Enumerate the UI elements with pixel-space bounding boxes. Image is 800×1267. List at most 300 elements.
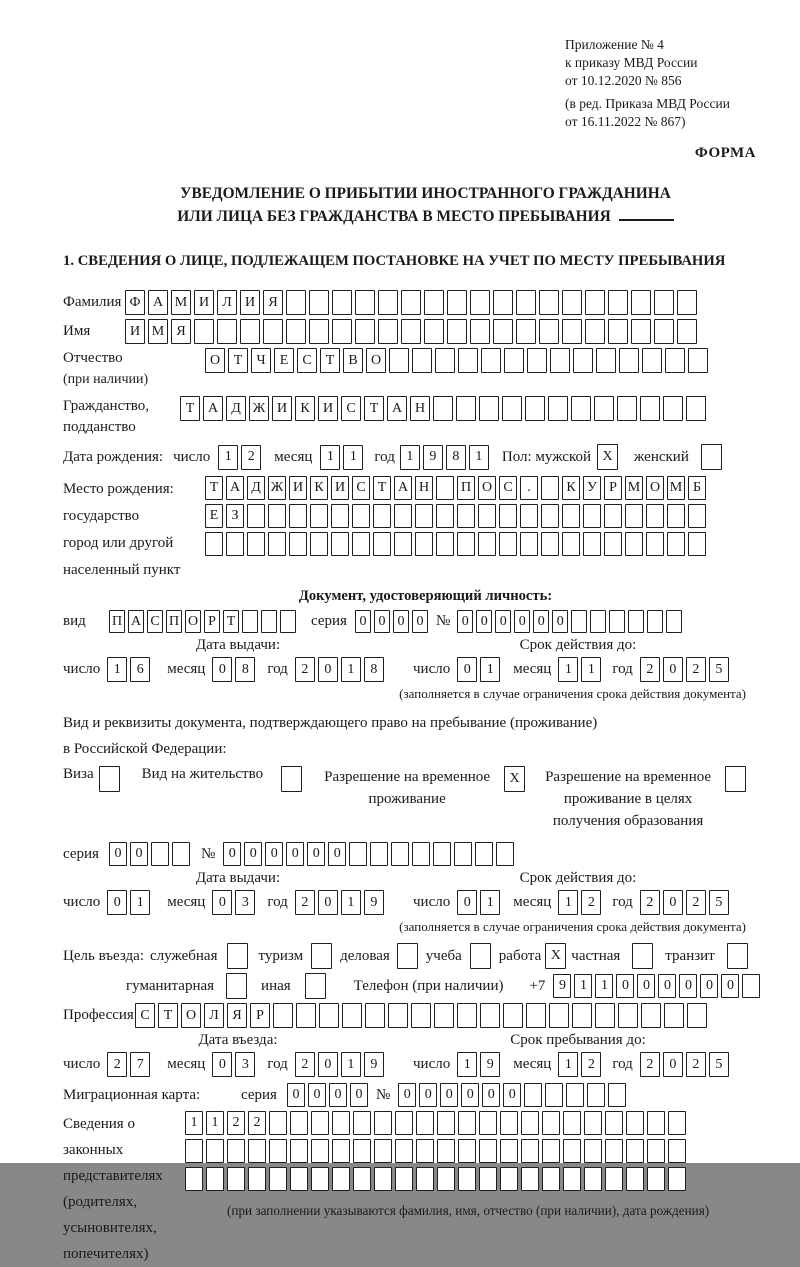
form-cell[interactable]: 2 — [581, 1052, 601, 1077]
form-cell[interactable]: 0 — [461, 1083, 479, 1107]
form-cell[interactable]: 8 — [235, 657, 255, 682]
form-cell[interactable]: Л — [204, 1003, 224, 1028]
form-cell[interactable]: 1 — [595, 974, 613, 998]
form-cell[interactable] — [527, 348, 547, 373]
form-cell[interactable]: 0 — [482, 1083, 500, 1107]
form-cell[interactable]: X — [597, 444, 618, 470]
form-cell[interactable]: Т — [158, 1003, 178, 1028]
form-cell[interactable] — [412, 348, 432, 373]
form-cell[interactable] — [247, 532, 265, 556]
form-cell[interactable] — [541, 532, 559, 556]
form-cell[interactable]: 1 — [343, 445, 363, 470]
form-cell[interactable] — [332, 1167, 350, 1191]
form-cell[interactable]: 0 — [212, 657, 232, 682]
form-cell[interactable] — [457, 1003, 477, 1028]
form-cell[interactable]: 0 — [109, 842, 127, 866]
form-cell[interactable] — [520, 504, 538, 528]
form-cell[interactable] — [647, 1167, 665, 1191]
form-cell[interactable] — [562, 319, 582, 344]
form-cell[interactable]: Т — [320, 348, 340, 373]
form-cell[interactable] — [625, 532, 643, 556]
form-cell[interactable] — [479, 1167, 497, 1191]
form-cell[interactable]: Б — [688, 476, 706, 500]
form-cell[interactable] — [520, 532, 538, 556]
form-cell[interactable]: К — [310, 476, 328, 500]
form-cell[interactable] — [311, 943, 332, 969]
form-cell[interactable] — [590, 610, 606, 633]
form-cell[interactable] — [227, 943, 248, 969]
form-cell[interactable] — [665, 348, 685, 373]
form-cell[interactable]: 1 — [320, 445, 340, 470]
form-cell[interactable] — [686, 396, 706, 421]
form-cell[interactable]: 2 — [241, 445, 261, 470]
form-cell[interactable] — [539, 319, 559, 344]
form-cell[interactable]: 2 — [107, 1052, 127, 1077]
form-cell[interactable]: X — [504, 766, 525, 792]
form-cell[interactable]: 1 — [480, 890, 500, 915]
form-cell[interactable]: 0 — [244, 842, 262, 866]
form-cell[interactable] — [433, 842, 451, 866]
form-cell[interactable]: 1 — [457, 1052, 477, 1077]
form-cell[interactable] — [542, 1111, 560, 1135]
form-cell[interactable] — [654, 290, 674, 315]
form-cell[interactable]: 3 — [235, 890, 255, 915]
form-cell[interactable] — [481, 348, 501, 373]
form-cell[interactable] — [500, 1167, 518, 1191]
form-cell[interactable]: Ж — [249, 396, 269, 421]
form-cell[interactable] — [584, 1167, 602, 1191]
form-cell[interactable] — [608, 290, 628, 315]
form-cell[interactable] — [562, 532, 580, 556]
form-cell[interactable] — [631, 290, 651, 315]
form-cell[interactable]: 0 — [318, 890, 338, 915]
form-cell[interactable] — [521, 1111, 539, 1135]
form-cell[interactable] — [352, 504, 370, 528]
form-cell[interactable]: 0 — [419, 1083, 437, 1107]
form-cell[interactable]: 7 — [130, 1052, 150, 1077]
form-cell[interactable] — [240, 319, 260, 344]
form-cell[interactable] — [541, 504, 559, 528]
form-cell[interactable] — [571, 610, 587, 633]
form-cell[interactable]: 0 — [223, 842, 241, 866]
form-cell[interactable] — [499, 532, 517, 556]
form-cell[interactable]: С — [135, 1003, 155, 1028]
form-cell[interactable]: 1 — [341, 657, 361, 682]
form-cell[interactable]: 0 — [457, 610, 473, 633]
form-cell[interactable]: К — [562, 476, 580, 500]
form-cell[interactable]: Р — [204, 610, 220, 633]
form-cell[interactable] — [608, 1083, 626, 1107]
form-cell[interactable] — [542, 1139, 560, 1163]
form-cell[interactable]: 2 — [248, 1111, 266, 1135]
form-cell[interactable]: 5 — [709, 1052, 729, 1077]
form-cell[interactable]: 0 — [307, 842, 325, 866]
form-cell[interactable]: 1 — [480, 657, 500, 682]
form-cell[interactable] — [416, 1139, 434, 1163]
form-cell[interactable] — [584, 1111, 602, 1135]
form-cell[interactable]: Е — [205, 504, 223, 528]
form-cell[interactable] — [605, 1139, 623, 1163]
form-cell[interactable]: О — [366, 348, 386, 373]
form-cell[interactable]: 1 — [574, 974, 592, 998]
form-cell[interactable] — [493, 319, 513, 344]
form-cell[interactable] — [572, 1003, 592, 1028]
form-cell[interactable] — [309, 290, 329, 315]
form-cell[interactable] — [388, 1003, 408, 1028]
form-cell[interactable] — [310, 532, 328, 556]
form-cell[interactable] — [458, 1167, 476, 1191]
form-cell[interactable] — [647, 1111, 665, 1135]
form-cell[interactable] — [269, 1139, 287, 1163]
form-cell[interactable] — [479, 396, 499, 421]
form-cell[interactable] — [595, 1003, 615, 1028]
form-cell[interactable]: О — [205, 348, 225, 373]
form-cell[interactable] — [571, 396, 591, 421]
form-cell[interactable] — [563, 1167, 581, 1191]
form-cell[interactable]: 1 — [185, 1111, 203, 1135]
form-cell[interactable] — [437, 1167, 455, 1191]
form-cell[interactable] — [541, 476, 559, 500]
form-cell[interactable] — [596, 348, 616, 373]
form-cell[interactable] — [310, 504, 328, 528]
form-cell[interactable] — [268, 504, 286, 528]
form-cell[interactable] — [389, 348, 409, 373]
form-cell[interactable]: 9 — [423, 445, 443, 470]
form-cell[interactable]: 0 — [329, 1083, 347, 1107]
form-cell[interactable]: 0 — [393, 610, 409, 633]
form-cell[interactable] — [349, 842, 367, 866]
form-cell[interactable]: И — [318, 396, 338, 421]
form-cell[interactable]: 0 — [457, 657, 477, 682]
form-cell[interactable]: 8 — [364, 657, 384, 682]
form-cell[interactable]: 0 — [350, 1083, 368, 1107]
form-cell[interactable]: 2 — [686, 890, 706, 915]
form-cell[interactable] — [688, 348, 708, 373]
form-cell[interactable] — [305, 973, 326, 999]
form-cell[interactable] — [457, 532, 475, 556]
form-cell[interactable] — [242, 610, 258, 633]
form-cell[interactable]: А — [148, 290, 168, 315]
form-cell[interactable] — [411, 1003, 431, 1028]
form-cell[interactable] — [395, 1167, 413, 1191]
form-cell[interactable] — [365, 1003, 385, 1028]
form-cell[interactable] — [353, 1139, 371, 1163]
form-cell[interactable]: Ж — [268, 476, 286, 500]
form-cell[interactable] — [502, 396, 522, 421]
form-cell[interactable]: 0 — [328, 842, 346, 866]
form-cell[interactable]: В — [343, 348, 363, 373]
form-cell[interactable] — [332, 1111, 350, 1135]
form-cell[interactable] — [663, 396, 683, 421]
form-cell[interactable] — [499, 504, 517, 528]
form-cell[interactable] — [226, 973, 247, 999]
form-cell[interactable] — [470, 319, 490, 344]
form-cell[interactable] — [664, 1003, 684, 1028]
form-cell[interactable]: Т — [205, 476, 223, 500]
form-cell[interactable] — [646, 532, 664, 556]
form-cell[interactable] — [504, 348, 524, 373]
form-cell[interactable] — [311, 1139, 329, 1163]
form-cell[interactable] — [355, 290, 375, 315]
form-cell[interactable] — [525, 396, 545, 421]
form-cell[interactable]: 1 — [218, 445, 238, 470]
form-cell[interactable]: Л — [217, 290, 237, 315]
form-cell[interactable] — [280, 610, 296, 633]
form-cell[interactable] — [373, 532, 391, 556]
form-cell[interactable]: А — [128, 610, 144, 633]
form-cell[interactable] — [496, 842, 514, 866]
form-cell[interactable]: 0 — [212, 890, 232, 915]
form-cell[interactable]: 0 — [457, 890, 477, 915]
form-cell[interactable] — [415, 532, 433, 556]
form-cell[interactable] — [548, 396, 568, 421]
form-cell[interactable] — [526, 1003, 546, 1028]
form-cell[interactable] — [521, 1139, 539, 1163]
form-cell[interactable] — [424, 319, 444, 344]
form-cell[interactable] — [594, 396, 614, 421]
form-cell[interactable]: 0 — [533, 610, 549, 633]
form-cell[interactable] — [516, 319, 536, 344]
form-cell[interactable] — [516, 290, 536, 315]
form-cell[interactable] — [478, 532, 496, 556]
form-cell[interactable]: 1 — [107, 657, 127, 682]
form-cell[interactable]: 2 — [581, 890, 601, 915]
form-cell[interactable] — [573, 348, 593, 373]
form-cell[interactable]: М — [148, 319, 168, 344]
form-cell[interactable] — [605, 1111, 623, 1135]
form-cell[interactable] — [331, 504, 349, 528]
form-cell[interactable] — [226, 532, 244, 556]
form-cell[interactable] — [353, 1167, 371, 1191]
form-cell[interactable] — [667, 532, 685, 556]
form-cell[interactable]: 0 — [552, 610, 568, 633]
form-cell[interactable] — [374, 1167, 392, 1191]
form-cell[interactable] — [353, 1111, 371, 1135]
form-cell[interactable] — [583, 504, 601, 528]
form-cell[interactable]: 5 — [709, 657, 729, 682]
form-cell[interactable] — [331, 532, 349, 556]
form-cell[interactable] — [563, 1139, 581, 1163]
form-cell[interactable]: 0 — [440, 1083, 458, 1107]
form-cell[interactable]: 1 — [558, 1052, 578, 1077]
form-cell[interactable] — [626, 1167, 644, 1191]
form-cell[interactable] — [587, 1083, 605, 1107]
form-cell[interactable] — [550, 348, 570, 373]
form-cell[interactable] — [378, 290, 398, 315]
form-cell[interactable]: 2 — [227, 1111, 245, 1135]
form-cell[interactable] — [373, 504, 391, 528]
form-cell[interactable]: 0 — [286, 842, 304, 866]
form-cell[interactable]: Т — [180, 396, 200, 421]
form-cell[interactable] — [625, 504, 643, 528]
form-cell[interactable] — [268, 532, 286, 556]
form-cell[interactable] — [374, 1139, 392, 1163]
form-cell[interactable] — [524, 1083, 542, 1107]
form-cell[interactable]: 3 — [235, 1052, 255, 1077]
form-cell[interactable]: М — [171, 290, 191, 315]
form-cell[interactable]: Н — [415, 476, 433, 500]
form-cell[interactable]: 8 — [446, 445, 466, 470]
form-cell[interactable]: Ч — [251, 348, 271, 373]
form-cell[interactable] — [493, 290, 513, 315]
form-cell[interactable]: 0 — [318, 1052, 338, 1077]
form-cell[interactable] — [500, 1111, 518, 1135]
form-cell[interactable] — [352, 532, 370, 556]
form-cell[interactable] — [433, 396, 453, 421]
form-cell[interactable]: 9 — [364, 1052, 384, 1077]
form-cell[interactable] — [605, 1167, 623, 1191]
form-cell[interactable] — [641, 1003, 661, 1028]
form-cell[interactable]: У — [583, 476, 601, 500]
form-cell[interactable] — [640, 396, 660, 421]
form-cell[interactable] — [269, 1167, 287, 1191]
form-cell[interactable] — [416, 1167, 434, 1191]
form-cell[interactable] — [562, 504, 580, 528]
form-cell[interactable]: С — [499, 476, 517, 500]
form-cell[interactable]: Я — [227, 1003, 247, 1028]
form-cell[interactable] — [263, 319, 283, 344]
form-cell[interactable] — [289, 532, 307, 556]
form-cell[interactable] — [227, 1167, 245, 1191]
form-cell[interactable]: 1 — [341, 890, 361, 915]
form-cell[interactable] — [677, 319, 697, 344]
form-cell[interactable]: 0 — [355, 610, 371, 633]
form-cell[interactable]: Р — [604, 476, 622, 500]
form-cell[interactable] — [248, 1167, 266, 1191]
form-cell[interactable]: 1 — [206, 1111, 224, 1135]
form-cell[interactable] — [286, 290, 306, 315]
form-cell[interactable] — [332, 1139, 350, 1163]
form-cell[interactable]: И — [194, 290, 214, 315]
form-cell[interactable] — [628, 610, 644, 633]
form-cell[interactable] — [585, 319, 605, 344]
form-cell[interactable] — [542, 1167, 560, 1191]
form-cell[interactable] — [688, 532, 706, 556]
form-cell[interactable] — [545, 1083, 563, 1107]
form-cell[interactable]: 6 — [130, 657, 150, 682]
form-cell[interactable]: П — [166, 610, 182, 633]
form-cell[interactable]: 0 — [308, 1083, 326, 1107]
form-cell[interactable] — [290, 1139, 308, 1163]
form-cell[interactable]: 0 — [398, 1083, 416, 1107]
form-cell[interactable] — [479, 1111, 497, 1135]
form-cell[interactable] — [470, 943, 491, 969]
form-cell[interactable] — [521, 1167, 539, 1191]
form-cell[interactable]: 0 — [658, 974, 676, 998]
form-cell[interactable]: 0 — [663, 890, 683, 915]
form-cell[interactable]: 0 — [663, 1052, 683, 1077]
form-cell[interactable]: И — [240, 290, 260, 315]
form-cell[interactable]: 0 — [265, 842, 283, 866]
form-cell[interactable] — [332, 290, 352, 315]
form-cell[interactable]: 0 — [287, 1083, 305, 1107]
form-cell[interactable] — [617, 396, 637, 421]
form-cell[interactable]: 2 — [295, 890, 315, 915]
form-cell[interactable]: С — [341, 396, 361, 421]
form-cell[interactable] — [688, 504, 706, 528]
form-cell[interactable] — [378, 319, 398, 344]
form-cell[interactable] — [454, 842, 472, 866]
form-cell[interactable] — [281, 766, 302, 792]
form-cell[interactable]: 0 — [130, 842, 148, 866]
form-cell[interactable]: 0 — [663, 657, 683, 682]
form-cell[interactable]: А — [387, 396, 407, 421]
form-cell[interactable] — [667, 504, 685, 528]
form-cell[interactable]: К — [295, 396, 315, 421]
form-cell[interactable]: М — [667, 476, 685, 500]
form-cell[interactable]: И — [331, 476, 349, 500]
form-cell[interactable] — [397, 943, 418, 969]
form-cell[interactable]: 9 — [480, 1052, 500, 1077]
form-cell[interactable] — [217, 319, 237, 344]
form-cell[interactable] — [309, 319, 329, 344]
form-cell[interactable]: 2 — [640, 890, 660, 915]
form-cell[interactable]: 2 — [686, 657, 706, 682]
form-cell[interactable] — [619, 348, 639, 373]
form-cell[interactable] — [666, 610, 682, 633]
form-cell[interactable] — [566, 1083, 584, 1107]
form-cell[interactable] — [412, 842, 430, 866]
form-cell[interactable]: 1 — [581, 657, 601, 682]
form-cell[interactable]: 0 — [700, 974, 718, 998]
form-cell[interactable] — [479, 1139, 497, 1163]
form-cell[interactable] — [500, 1139, 518, 1163]
form-cell[interactable]: 0 — [318, 657, 338, 682]
form-cell[interactable] — [632, 943, 653, 969]
form-cell[interactable]: О — [478, 476, 496, 500]
form-cell[interactable]: 9 — [553, 974, 571, 998]
form-cell[interactable] — [608, 319, 628, 344]
form-cell[interactable]: 0 — [476, 610, 492, 633]
form-cell[interactable]: 1 — [469, 445, 489, 470]
form-cell[interactable]: 0 — [374, 610, 390, 633]
form-cell[interactable]: З — [226, 504, 244, 528]
form-cell[interactable] — [562, 290, 582, 315]
form-cell[interactable]: 2 — [686, 1052, 706, 1077]
form-cell[interactable] — [206, 1139, 224, 1163]
form-cell[interactable] — [631, 319, 651, 344]
form-cell[interactable]: Р — [250, 1003, 270, 1028]
form-cell[interactable] — [647, 610, 663, 633]
form-cell[interactable] — [395, 1111, 413, 1135]
form-cell[interactable]: А — [394, 476, 412, 500]
form-cell[interactable] — [654, 319, 674, 344]
form-cell[interactable] — [206, 1167, 224, 1191]
form-cell[interactable]: Т — [223, 610, 239, 633]
form-cell[interactable]: 0 — [616, 974, 634, 998]
form-cell[interactable] — [725, 766, 746, 792]
form-cell[interactable] — [434, 1003, 454, 1028]
form-cell[interactable] — [436, 504, 454, 528]
form-cell[interactable] — [475, 842, 493, 866]
form-cell[interactable]: С — [297, 348, 317, 373]
form-cell[interactable] — [458, 348, 478, 373]
form-cell[interactable] — [394, 532, 412, 556]
form-cell[interactable]: М — [625, 476, 643, 500]
form-cell[interactable]: И — [289, 476, 307, 500]
form-cell[interactable]: 1 — [558, 890, 578, 915]
form-cell[interactable] — [583, 532, 601, 556]
form-cell[interactable]: Т — [228, 348, 248, 373]
form-cell[interactable] — [437, 1139, 455, 1163]
form-cell[interactable] — [647, 1139, 665, 1163]
form-cell[interactable]: 1 — [400, 445, 420, 470]
form-cell[interactable] — [286, 319, 306, 344]
form-cell[interactable] — [470, 290, 490, 315]
form-cell[interactable]: И — [125, 319, 145, 344]
form-cell[interactable] — [447, 290, 467, 315]
form-cell[interactable]: О — [181, 1003, 201, 1028]
